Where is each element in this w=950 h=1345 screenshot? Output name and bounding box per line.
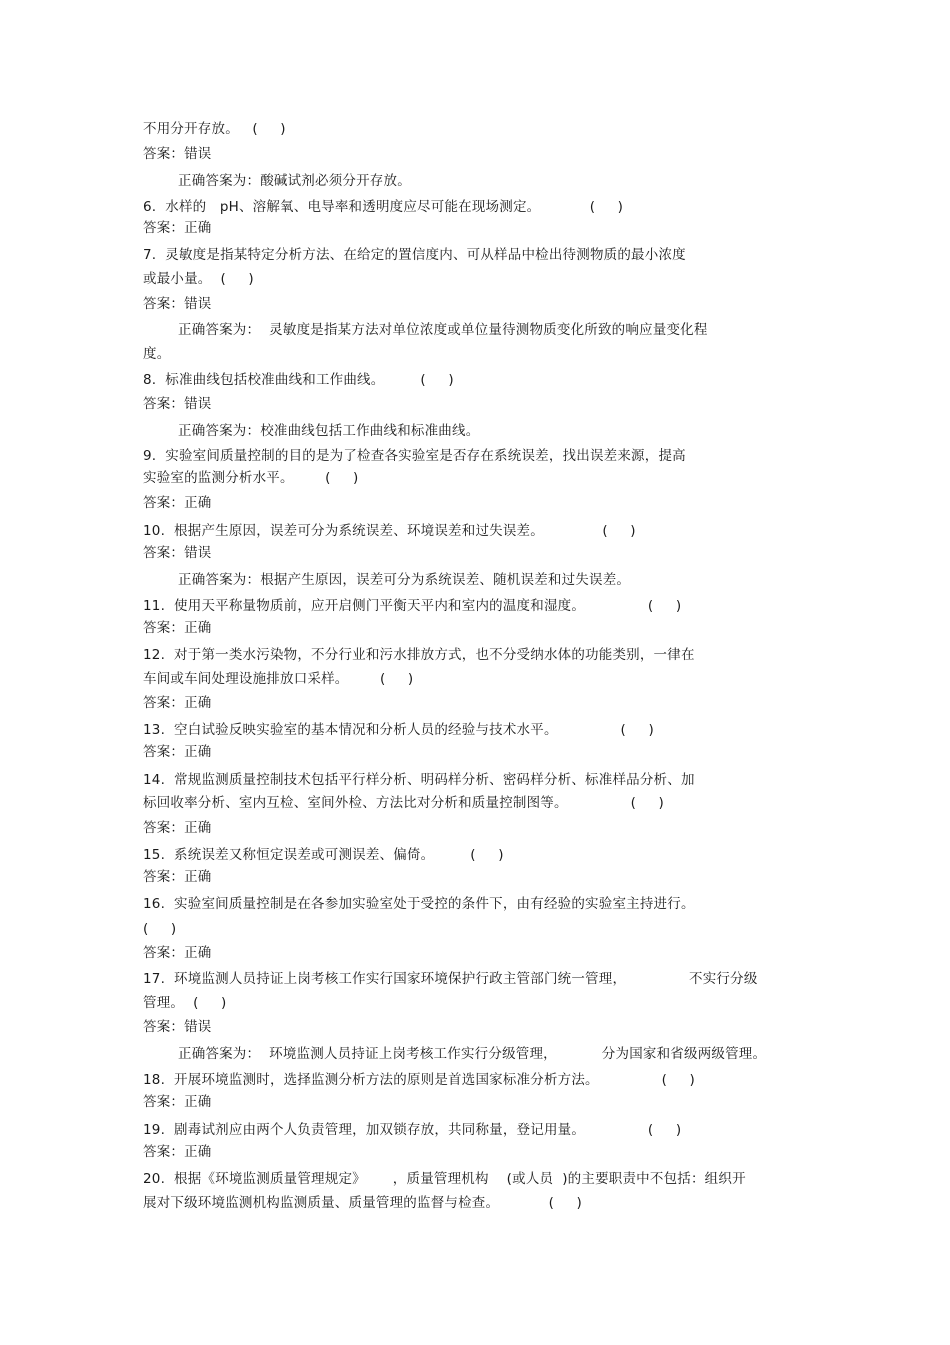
question-line: 14. 常规监测质量控制技术包括平行样分析、明码样分析、密码样分析、标准样品分析、加 <box>143 772 695 788</box>
question-line: 7. 灵敏度是指某特定分析方法、在给定的置信度内、可从样品中检出待测物质的最小浓度 <box>143 247 686 263</box>
correct-answer-line: 度。 <box>143 346 171 362</box>
question-line: 16. 实验室间质量控制是在各参加实验室处于受控的条件下，由有经验的实验室主持进行。 <box>143 896 695 912</box>
question-line: 实验室的监测分析水平。 ( ) <box>143 470 359 486</box>
answer-line: 答案：正确 <box>143 820 212 836</box>
correct-answer-line: 正确答案为：酸碱试剂必须分开存放。 <box>178 173 411 189</box>
answer-line: 答案：正确 <box>143 495 212 511</box>
question-line: 15. 系统误差又称恒定误差或可测误差、偏倚。 ( ) <box>143 847 504 863</box>
question-line: 20. 根据《环境监测质量管理规定》 ，质量管理机构 (或人员 )的主要职责中不包括：组织开 <box>143 1171 746 1187</box>
text-line: 不用分开存放。 ( ) <box>143 121 286 137</box>
answer-line: 答案：错误 <box>143 1019 212 1035</box>
question-line: 车间或车间处理设施排放口采样。 ( ) <box>143 671 414 687</box>
question-line: 8. 标准曲线包括校准曲线和工作曲线。 ( ) <box>143 372 454 388</box>
correct-answer-line: 正确答案为：根据产生原因，误差可分为系统误差、随机误差和过失误差。 <box>178 572 631 588</box>
answer-line: 答案：错误 <box>143 545 212 561</box>
answer-line: 答案：错误 <box>143 396 212 412</box>
question-line: 12. 对于第一类水污染物，不分行业和污水排放方式，也不分受纳水体的功能类别，一律在 <box>143 647 695 663</box>
question-line: 11. 使用天平称量物质前，应开启侧门平衡天平内和室内的温度和湿度。 ( ) <box>143 598 682 614</box>
answer-line: 答案：正确 <box>143 744 212 760</box>
question-line: 19. 剧毒试剂应由两个人负责管理，加双锁存放，共同称量，登记用量。 ( ) <box>143 1122 682 1138</box>
question-line: 或最小量。 ( ) <box>143 271 254 287</box>
answer-line: 答案：正确 <box>143 945 212 961</box>
answer-line: 答案：正确 <box>143 1144 212 1160</box>
correct-answer-line: 正确答案为：校准曲线包括工作曲线和标准曲线。 <box>178 423 480 439</box>
answer-line: 答案：正确 <box>143 695 212 711</box>
question-line: 13. 空白试验反映实验室的基本情况和分析人员的经验与技术水平。 ( ) <box>143 722 654 738</box>
question-line: 管理。 ( ) <box>143 995 227 1011</box>
answer-line: 答案：正确 <box>143 869 212 885</box>
answer-line: 答案：正确 <box>143 1094 212 1110</box>
correct-answer-line: 正确答案为： 灵敏度是指某方法对单位浓度或单位量待测物质变化所致的响应量变化程 <box>178 322 708 338</box>
question-line: 6. 水样的 pH、溶解氧、电导率和透明度应尽可能在现场测定。 ( ) <box>143 199 624 215</box>
question-line: 18. 开展环境监测时，选择监测分析方法的原则是首选国家标准分析方法。 ( ) <box>143 1072 696 1088</box>
correct-answer-line: 正确答案为： 环境监测人员持证上岗考核工作实行分级管理， 分为国家和省级两级管理。 <box>178 1046 767 1062</box>
answer-line: 答案：错误 <box>143 296 212 312</box>
answer-line: 答案：正确 <box>143 220 212 236</box>
question-line: 9. 实验室间质量控制的目的是为了检查各实验室是否存在系统误差，找出误差来源，提高 <box>143 448 686 464</box>
question-line: 10. 根据产生原因，误差可分为系统误差、环境误差和过失误差。 ( ) <box>143 523 636 539</box>
question-line: ( ) <box>143 921 177 937</box>
question-line: 标回收率分析、室内互检、室间外检、方法比对分析和质量控制图等。 ( ) <box>143 795 664 811</box>
question-line: 展对下级环境监测机构监测质量、质量管理的监督与检查。 ( ) <box>143 1195 582 1211</box>
question-line: 17. 环境监测人员持证上岗考核工作实行国家环境保护行政主管部门统一管理， 不实行分级 <box>143 971 758 987</box>
answer-line: 答案：正确 <box>143 620 212 636</box>
answer-line: 答案：错误 <box>143 146 212 162</box>
